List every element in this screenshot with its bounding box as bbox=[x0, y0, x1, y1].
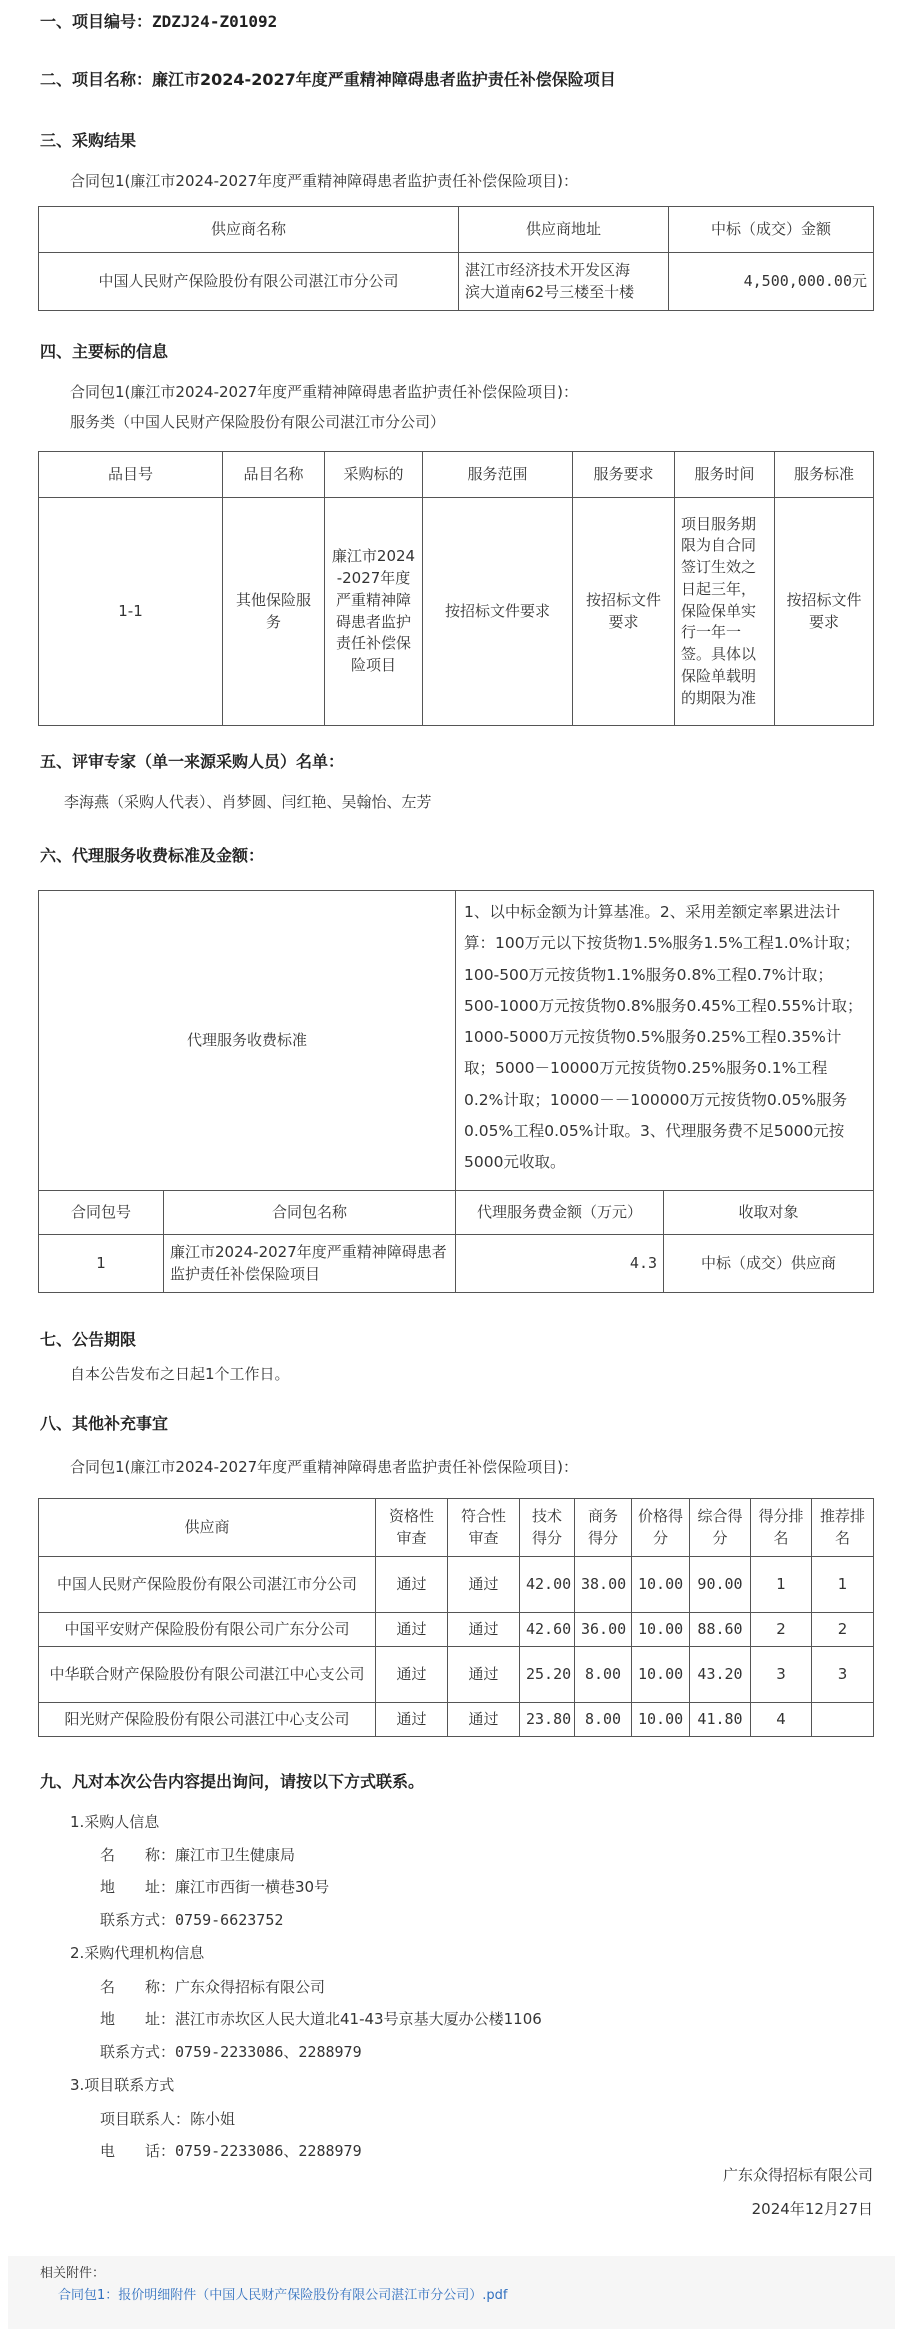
footer-date: 2024年12月27日 bbox=[751, 2200, 873, 2218]
subject-standard: 按招标文件要求 bbox=[775, 498, 874, 726]
score-rank: 3 bbox=[751, 1647, 812, 1703]
supplier-address-line2: 滨大道南62号三楼至十楼 bbox=[465, 282, 635, 301]
score-supplier: 中国平安财产保险股份有限公司广东分公司 bbox=[39, 1613, 376, 1647]
table-row bbox=[39, 498, 874, 726]
section-8-package: 合同包1(廉江市2024-2027年度严重精神障碍患者监护责任补偿保险项目)： bbox=[70, 1458, 579, 1476]
attachment-link[interactable]: 合同包1：报价明细附件（中国人民财产保险股份有限公司湛江市分公司）.pdf bbox=[58, 2288, 508, 2303]
result-col-supplier-address: 供应商地址 bbox=[459, 207, 669, 253]
result-table bbox=[38, 206, 874, 311]
score-supplier: 中国人民财产保险股份有限公司湛江市分公司 bbox=[39, 1557, 376, 1613]
score-col-price: 价格得分 bbox=[632, 1499, 690, 1557]
score-supplier: 中华联合财产保险股份有限公司湛江中心支公司 bbox=[39, 1647, 376, 1703]
score-total: 41.80 bbox=[690, 1703, 751, 1737]
subject-scope: 按招标文件要求 bbox=[423, 498, 573, 726]
subject-table bbox=[38, 451, 874, 726]
agent-tel-label: 联系方式： bbox=[100, 2043, 176, 2061]
section-3-package: 合同包1(廉江市2024-2027年度严重精神障碍患者监护责任补偿保险项目)： bbox=[70, 172, 579, 190]
supplier-address-line1: 湛江市经济技术开发区海 bbox=[465, 260, 631, 279]
project-name-heading: 二、项目名称： bbox=[40, 70, 153, 89]
score-total: 90.00 bbox=[690, 1557, 751, 1613]
fee-target: 中标（成交）供应商 bbox=[664, 1235, 874, 1293]
buyer-tel: 0759-6623752 bbox=[175, 1911, 284, 1929]
score-rank: 1 bbox=[751, 1557, 812, 1613]
recommend-rank bbox=[812, 1703, 874, 1737]
section-5-heading: 五、评审专家（单一来源采购人员）名单： bbox=[40, 752, 345, 771]
subject-col-scope: 服务范围 bbox=[423, 452, 573, 498]
supplier-address bbox=[459, 253, 669, 311]
fee-col-package-no: 合同包号 bbox=[39, 1191, 164, 1235]
contact-person-row bbox=[100, 2110, 235, 2128]
section-3-heading: 三、采购结果 bbox=[40, 131, 137, 150]
subject-col-std: 服务标准 bbox=[775, 452, 874, 498]
table-row bbox=[39, 1235, 874, 1293]
project-name-row bbox=[40, 70, 616, 89]
fee-table bbox=[38, 890, 874, 1293]
section-6-heading: 六、代理服务收费标准及金额： bbox=[40, 846, 265, 865]
footer-org: 广东众得招标有限公司 bbox=[722, 2166, 873, 2184]
subject-table-header bbox=[39, 452, 874, 498]
project-name-value: 廉江市2024-2027年度严重精神障碍患者监护责任补偿保险项目 bbox=[152, 70, 616, 89]
result-table-header bbox=[39, 207, 874, 253]
score-rank: 2 bbox=[751, 1613, 812, 1647]
score-technical: 25.20 bbox=[520, 1647, 575, 1703]
buyer-name-row bbox=[100, 1846, 295, 1864]
score-supplier: 阳光财产保险股份有限公司湛江中心支公司 bbox=[39, 1703, 376, 1737]
subject-col-subject: 采购标的 bbox=[325, 452, 423, 498]
fee-standard-label: 代理服务收费标准 bbox=[39, 891, 456, 1191]
table-row bbox=[39, 1557, 874, 1613]
buyer-addr-label: 地 址： bbox=[100, 1878, 176, 1896]
score-technical: 42.00 bbox=[520, 1557, 575, 1613]
section-4-category: 服务类（中国人民财产保险股份有限公司湛江市分公司） bbox=[70, 413, 446, 431]
contact-person: 陈小姐 bbox=[190, 2110, 236, 2128]
fee-package-name: 廉江市2024-2027年度严重精神障碍患者监护责任补偿保险项目 bbox=[164, 1235, 456, 1293]
section-8-heading: 八、其他补充事宜 bbox=[40, 1414, 169, 1433]
score-technical: 42.60 bbox=[520, 1613, 575, 1647]
score-price: 10.00 bbox=[632, 1557, 690, 1613]
section-7-heading: 七、公告期限 bbox=[40, 1330, 137, 1349]
subject-name: 其他保险服务 bbox=[223, 498, 325, 726]
score-technical: 23.80 bbox=[520, 1703, 575, 1737]
contact-tel-row bbox=[100, 2142, 362, 2160]
notice-period-text: 自本公告发布之日起1个工作日。 bbox=[70, 1365, 290, 1383]
fee-table-header bbox=[39, 1191, 874, 1235]
result-col-supplier-name: 供应商名称 bbox=[39, 207, 459, 253]
score-col-compliance: 符合性审查 bbox=[448, 1499, 520, 1557]
fee-standard-text: 1、以中标金额为计算基准。2、采用差额定率累进法计算：100万元以下按货物1.5%服务1.5%工程1.0%计取；100-500万元按货物1.1%服务0.8%工程0.7%计取；500-1000万元按货物0.8%服务0.45%工程0.55%计取；1000-5000万元按货物0.5%服务0.25%工程0.35%计取；5000－10000万元按货物0.25%服务0.1%工程0.2%计取；10000－－100000万元按货物0.05%服务0.05%工程0.05%计取。3、代理服务费不足5000元按5000元收取。 bbox=[456, 891, 874, 1191]
subject-col-no: 品目号 bbox=[39, 452, 223, 498]
score-business: 38.00 bbox=[575, 1557, 632, 1613]
score-total: 88.60 bbox=[690, 1613, 751, 1647]
section-4-heading: 四、主要标的信息 bbox=[40, 342, 169, 361]
table-row bbox=[39, 1613, 874, 1647]
subject-time: 项目服务期限为自合同签订生效之日起三年，保险保单实行一年一签。具体以保险单载明的期限为准 bbox=[675, 498, 775, 726]
recommend-rank: 3 bbox=[812, 1647, 874, 1703]
subject-no: 1-1 bbox=[39, 498, 223, 726]
score-compliance: 通过 bbox=[448, 1557, 520, 1613]
table-row bbox=[39, 1647, 874, 1703]
score-compliance: 通过 bbox=[448, 1703, 520, 1737]
score-col-technical: 技术得分 bbox=[520, 1499, 575, 1557]
project-number-value: ZDZJ24-Z01092 bbox=[152, 12, 278, 31]
score-col-recommend-rank: 推荐排名 bbox=[812, 1499, 874, 1557]
score-col-supplier: 供应商 bbox=[39, 1499, 376, 1557]
buyer-tel-row bbox=[100, 1911, 283, 1929]
buyer-name: 廉江市卫生健康局 bbox=[175, 1846, 296, 1864]
supplier-name: 中国人民财产保险股份有限公司湛江市分公司 bbox=[39, 253, 459, 311]
table-row bbox=[39, 1703, 874, 1737]
buyer-name-label: 名 称： bbox=[100, 1846, 176, 1864]
subject-col-req: 服务要求 bbox=[573, 452, 675, 498]
result-col-amount: 中标（成交）金额 bbox=[669, 207, 874, 253]
attachment-label: 相关附件： bbox=[40, 2266, 106, 2281]
score-price: 10.00 bbox=[632, 1647, 690, 1703]
score-compliance: 通过 bbox=[448, 1613, 520, 1647]
score-compliance: 通过 bbox=[448, 1647, 520, 1703]
award-amount: 4,500,000.00元 bbox=[669, 253, 874, 311]
expert-names: 李海燕（采购人代表）、肖梦圆、闫红艳、吴翰怡、左芳 bbox=[64, 793, 432, 811]
fee-col-target: 收取对象 bbox=[664, 1191, 874, 1235]
score-col-total: 综合得分 bbox=[690, 1499, 751, 1557]
project-number-row bbox=[40, 12, 277, 31]
score-table-header bbox=[39, 1499, 874, 1557]
score-qualification: 通过 bbox=[376, 1703, 448, 1737]
project-number-heading: 一、项目编号： bbox=[40, 12, 153, 31]
subject-requirement: 按招标文件要求 bbox=[573, 498, 675, 726]
fee-standard-row bbox=[39, 891, 874, 1191]
subject-col-name: 品目名称 bbox=[223, 452, 325, 498]
contact-tel: 0759-2233086、2288979 bbox=[175, 2142, 362, 2160]
agent-name-label: 名 称： bbox=[100, 1978, 176, 1996]
agent-addr-row bbox=[100, 2010, 542, 2028]
section-4-package: 合同包1(廉江市2024-2027年度严重精神障碍患者监护责任补偿保险项目)： bbox=[70, 383, 579, 401]
agent-name-row bbox=[100, 1978, 325, 1996]
agent-addr-label: 地 址： bbox=[100, 2010, 176, 2028]
score-qualification: 通过 bbox=[376, 1557, 448, 1613]
agent-tel-row bbox=[100, 2043, 362, 2061]
score-col-qualification: 资格性审查 bbox=[376, 1499, 448, 1557]
contact-tel-label: 电 话： bbox=[100, 2142, 176, 2160]
subject-col-time: 服务时间 bbox=[675, 452, 775, 498]
agent-tel: 0759-2233086、2288979 bbox=[175, 2043, 362, 2061]
score-qualification: 通过 bbox=[376, 1613, 448, 1647]
agent-title: 2.采购代理机构信息 bbox=[70, 1944, 205, 1962]
score-business: 8.00 bbox=[575, 1703, 632, 1737]
buyer-address: 廉江市西街一横巷30号 bbox=[175, 1878, 330, 1896]
score-col-score-rank: 得分排名 bbox=[751, 1499, 812, 1557]
score-price: 10.00 bbox=[632, 1703, 690, 1737]
fee-col-package-name: 合同包名称 bbox=[164, 1191, 456, 1235]
score-business: 8.00 bbox=[575, 1647, 632, 1703]
buyer-tel-label: 联系方式： bbox=[100, 1911, 176, 1929]
score-rank: 4 bbox=[751, 1703, 812, 1737]
fee-col-amount: 代理服务费金额（万元） bbox=[456, 1191, 664, 1235]
subject-subject: 廉江市2024-2027年度严重精神障碍患者监护责任补偿保险项目 bbox=[325, 498, 423, 726]
contact-person-label: 项目联系人： bbox=[100, 2110, 191, 2128]
score-business: 36.00 bbox=[575, 1613, 632, 1647]
table-row bbox=[39, 253, 874, 311]
recommend-rank: 1 bbox=[812, 1557, 874, 1613]
score-price: 10.00 bbox=[632, 1613, 690, 1647]
fee-amount: 4.3 bbox=[456, 1235, 664, 1293]
attachment-box bbox=[8, 2256, 895, 2329]
contact-title: 3.项目联系方式 bbox=[70, 2076, 175, 2094]
score-qualification: 通过 bbox=[376, 1647, 448, 1703]
score-col-business: 商务得分 bbox=[575, 1499, 632, 1557]
buyer-title: 1.采购人信息 bbox=[70, 1813, 160, 1831]
agent-name: 广东众得招标有限公司 bbox=[175, 1978, 326, 1996]
section-9-heading: 九、凡对本次公告内容提出询问，请按以下方式联系。 bbox=[40, 1772, 425, 1791]
buyer-addr-row bbox=[100, 1878, 329, 1896]
fee-package-no: 1 bbox=[39, 1235, 164, 1293]
score-total: 43.20 bbox=[690, 1647, 751, 1703]
score-table bbox=[38, 1498, 874, 1737]
agent-address: 湛江市赤坎区人民大道北41-43号京基大厦办公楼1106 bbox=[175, 2010, 542, 2028]
recommend-rank: 2 bbox=[812, 1613, 874, 1647]
